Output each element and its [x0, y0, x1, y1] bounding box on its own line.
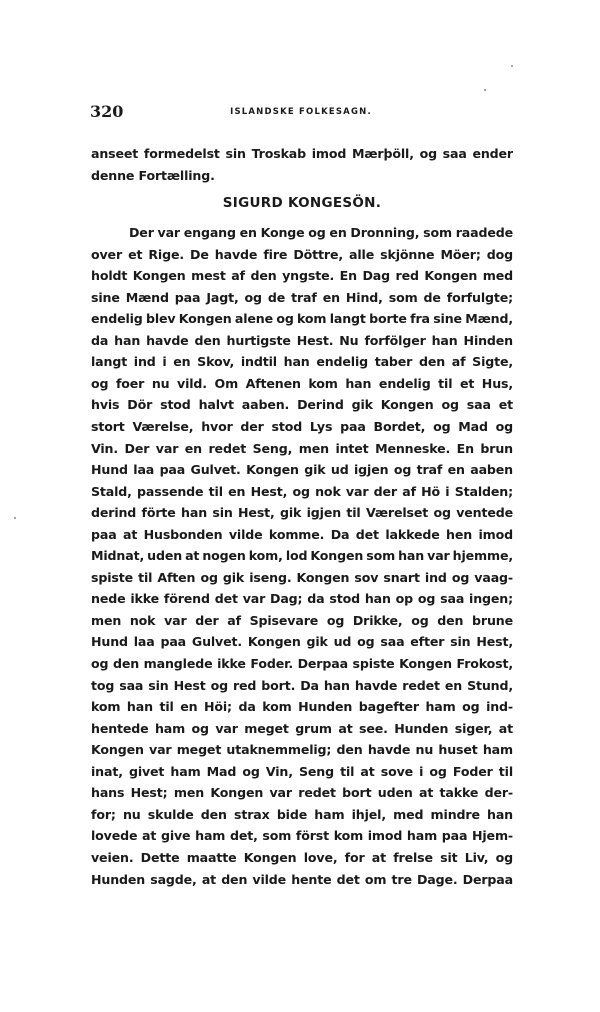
- text-line: men nok var der af Spisevare og Drikke, og den brune: [91, 612, 513, 628]
- text-line: for; nu skulde den strax bide ham ihjel, med mindre han: [91, 806, 513, 822]
- text-line: Kongen var meget utaknemmelig; den havde nu huset ham: [91, 742, 513, 758]
- page-number: 320: [90, 102, 124, 121]
- text-line: over et Rige. De havde fire Döttre, alle skjönne Möer; dog: [91, 246, 513, 262]
- text-line: tog saa sin Hest og red bort. Da han havde redet en Stund,: [91, 677, 513, 693]
- text-line: hentede ham og var meget grum at see. Hunden siger, at: [91, 720, 513, 736]
- text-line: Stald, passende til en Hest, og nok var der af Hö i Stalden;: [91, 483, 513, 499]
- text-line: Midnat, uden at nogen kom, lod Kongen som han var hjemme,: [91, 548, 513, 564]
- section-title: SIGURD KONGESÖN.: [222, 195, 382, 212]
- text-line: Hunden sagde, at den vilde hente det om tre Dage. Derpaa: [91, 871, 513, 887]
- text-line: denne Fortælling.: [91, 167, 215, 183]
- text-line: endelig blev Kongen alene og kom langt borte fra sine Mænd,: [91, 311, 513, 327]
- text-line: paa at Husbonden vilde komme. Da det lakkede hen imod: [91, 526, 513, 542]
- text-line: spiste til Aften og gik iseng. Kongen sov snart ind og vaag-: [91, 569, 513, 585]
- text-line: Vin. Der var en redet Seng, men intet Menneske. En brun: [91, 440, 513, 456]
- page-header: [90, 102, 512, 126]
- text-line: Hund laa paa Gulvet. Kongen gik ud og saa efter sin Hest,: [91, 634, 513, 650]
- running-title: ISLANDSKE FOLKESAGN.: [230, 107, 372, 117]
- text-line: stort Værelse, hvor der stod Lys paa Bordet, og Mad og: [91, 419, 513, 435]
- text-line: Der var engang en Konge og en Dronning, som raadede: [129, 225, 513, 241]
- text-line: derind förte han sin Hest, gik igjen til Værelset og ventede: [91, 505, 513, 521]
- margin-speck: [511, 65, 513, 67]
- text-line: hvis Dör stod halvt aaben. Derind gik Kongen og saa et: [91, 397, 513, 413]
- text-line: kom han til en Höi; da kom Hunden bagefter ham og ind-: [91, 699, 513, 715]
- text-line: lovede at give ham det, som först kom imod ham paa Hjem-: [91, 828, 513, 844]
- margin-speck: [484, 89, 486, 91]
- text-line: hans Hest; men Kongen var redet bort uden at takke der-: [91, 785, 513, 801]
- body-text: [91, 143, 513, 890]
- text-line: da han havde den hurtigste Hest. Nu forfölger han Hinden: [91, 332, 513, 348]
- text-line: nede ikke förend det var Dag; da stod han op og saa ingen;: [91, 591, 513, 607]
- text-line: og den manglede ikke Foder. Derpaa spiste Kongen Frokost,: [91, 656, 513, 672]
- text-line: holdt Kongen mest af den yngste. En Dag red Kongen med: [91, 268, 513, 284]
- text-line: Hund laa paa Gulvet. Kongen gik ud igjen og traf en aaben: [91, 462, 513, 478]
- text-line: sine Mænd paa Jagt, og de traf en Hind, som de forfulgte;: [91, 289, 513, 305]
- text-line: og foer nu vild. Om Aftenen kom han endelig til et Hus,: [91, 375, 513, 391]
- text-line: veien. Dette maatte Kongen love, for at frelse sit Liv, og: [91, 849, 513, 865]
- text-line: anseet formedelst sin Troskab imod Mærþöll, og saa ender: [91, 146, 513, 161]
- text-line: langt ind i en Skov, indtil han endelig taber den af Sigte,: [91, 354, 513, 370]
- text-line: inat, givet ham Mad og Vin, Seng til at sove i og Foder til: [91, 763, 513, 779]
- margin-speck: [14, 517, 16, 519]
